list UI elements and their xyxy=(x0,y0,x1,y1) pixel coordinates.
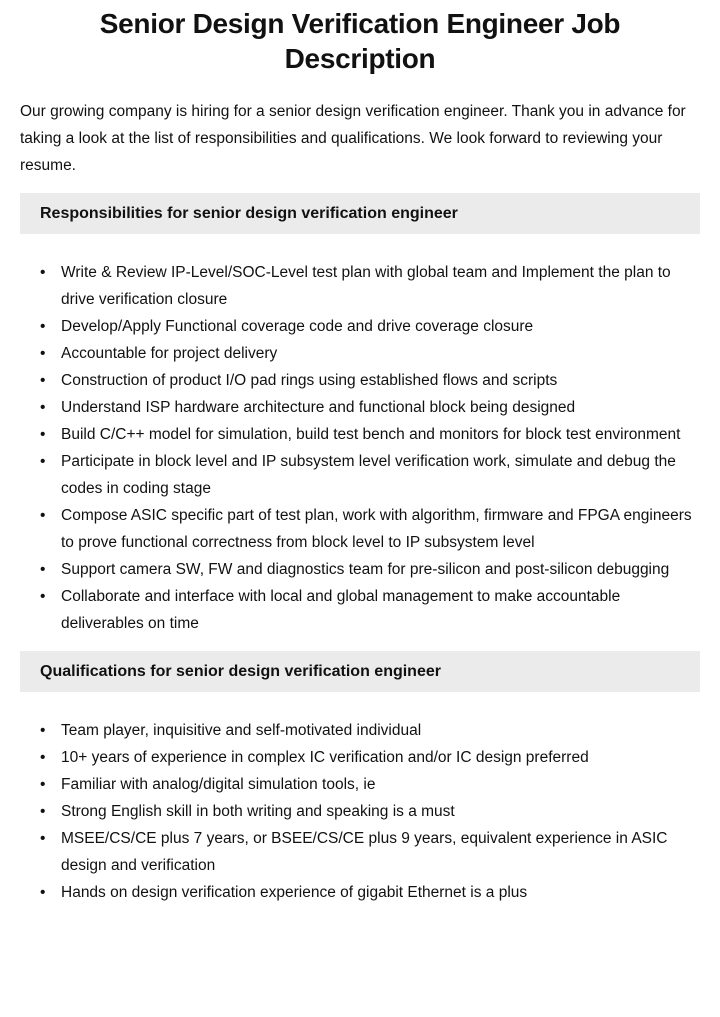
list-item: • Collaborate and interface with local and global management to make accountable deliverables on time xyxy=(40,583,700,637)
list-item: • Compose ASIC specific part of test plan, work with algorithm, firmware and FPGA engineers to prove functional correctness from block level to IP subsystem level xyxy=(40,502,700,556)
responsibilities-section xyxy=(0,193,720,637)
list-item: • Support camera SW, FW and diagnostics team for pre-silicon and post-silicon debugging xyxy=(40,556,700,583)
list-item: • 10+ years of experience in complex IC verification and/or IC design preferred xyxy=(40,744,700,771)
list-item: • Construction of product I/O pad rings using established flows and scripts xyxy=(40,367,700,394)
qualifications-heading: Qualifications for senior design verification engineer xyxy=(20,651,700,692)
list-item: • Team player, inquisitive and self-motivated individual xyxy=(40,717,700,744)
list-item: • Write & Review IP-Level/SOC-Level test plan with global team and Implement the plan to drive verification closure xyxy=(40,259,700,313)
list-item: • MSEE/CS/CE plus 7 years, or BSEE/CS/CE plus 9 years, equivalent experience in ASIC design and verification xyxy=(40,825,700,879)
list-item: • Familiar with analog/digital simulation tools, ie xyxy=(40,771,700,798)
list-item: • Strong English skill in both writing and speaking is a must xyxy=(40,798,700,825)
qualifications-section xyxy=(0,651,720,906)
responsibilities-heading: Responsibilities for senior design verification engineer xyxy=(20,193,700,234)
job-description-document xyxy=(0,6,720,1017)
page-title: Senior Design Verification Engineer Job Description xyxy=(99,8,621,74)
responsibilities-list xyxy=(20,259,700,637)
intro-paragraph: Our growing company is hiring for a senior design verification engineer. Thank you in advance for taking a look at the list of responsibilities and qualifications. We look forward to reviewing your resume. xyxy=(20,103,686,174)
list-item: • Participate in block level and IP subsystem level verification work, simulate and debug the codes in coding stage xyxy=(40,448,700,502)
list-item: • Accountable for project delivery xyxy=(40,340,700,367)
list-item: • Understand ISP hardware architecture and functional block being designed xyxy=(40,394,700,421)
qualifications-list xyxy=(20,717,700,906)
list-item: • Build C/C++ model for simulation, build test bench and monitors for block test environment xyxy=(40,421,700,448)
list-item: • Develop/Apply Functional coverage code and drive coverage closure xyxy=(40,313,700,340)
list-item: • Hands on design verification experience of gigabit Ethernet is a plus xyxy=(40,879,700,906)
